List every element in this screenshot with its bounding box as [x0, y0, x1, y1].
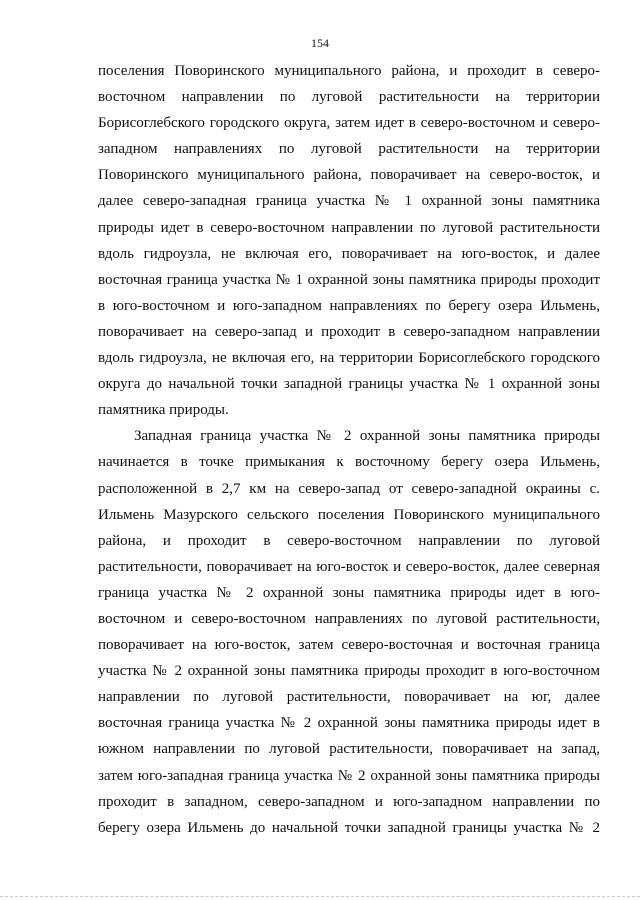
text-line: Ильмень Мазурского сельского поселения Поворинского муниципального	[98, 506, 600, 523]
text-line: Борисоглебского городского округа, затем идет в северо-восточном и северо-	[98, 115, 600, 132]
text-line: поворачивает на юго-восток, затем северо-восточная и восточная граница	[98, 637, 600, 654]
text-line: расположенной в 2,7 км на северо-запад от северо-западной окраины с.	[98, 480, 600, 497]
text-line: растительности, поворачивает на юго-восток и северо-восток, далее северная	[98, 558, 600, 575]
text-line: в юго-восточном и юго-западном направлениях по берегу озера Ильмень,	[98, 297, 600, 314]
text-line: берегу озера Ильмень до начальной точки западной границы участка № 2	[98, 819, 600, 836]
text-line: округа до начальной точки западной границы участка № 1 охранной зоны	[98, 376, 600, 393]
text-line: восточная граница участка № 1 охранной зоны памятника природы проходит	[98, 271, 600, 288]
text-line: вдоль гидроузла, не включая его, на территории Борисоглебского городского	[98, 350, 600, 367]
text-line: южном направлении по луговой растительности, поворачивает на запад,	[98, 741, 600, 758]
text-line: вдоль гидроузла, не включая его, поворачивает на юго-восток, и далее	[98, 245, 600, 262]
text-line: проходит в западном, северо-западном и юго-западном направлении по	[98, 793, 600, 810]
paragraph-first-line: Западная граница участка № 2 охранной зоны памятника природы	[134, 428, 600, 445]
bottom-divider	[0, 896, 640, 897]
text-line: поворачивает на северо-запад и проходит в северо-западном направлении	[98, 323, 600, 340]
text-line: участка № 2 охранной зоны памятника природы проходит в юго-восточном	[98, 663, 600, 680]
text-line: затем юго-западная граница участка № 2 охранной зоны памятника природы	[98, 767, 600, 784]
text-line: восточном направлении по луговой растительности на территории	[98, 89, 600, 106]
text-line: граница участка № 2 охранной зоны памятника природы идет в юго-	[98, 584, 600, 601]
text-line: западном направлениях по луговой растительности на территории	[98, 141, 600, 158]
text-line: восточная граница участка № 2 охранной зоны памятника природы идет в	[98, 715, 600, 732]
text-line: далее северо-западная граница участка № 1 охранной зоны памятника	[98, 193, 600, 210]
text-line: природы идет в северо-восточном направлении по луговой растительности	[98, 219, 600, 236]
text-line: начинается в точке примыкания к восточному берегу озера Ильмень,	[98, 454, 600, 471]
text-line: направлении по луговой растительности, поворачивает на юг, далее	[98, 689, 600, 706]
page-number: 154	[311, 36, 329, 50]
text-line: поселения Поворинского муниципального района, и проходит в северо-	[98, 63, 600, 79]
text-line: восточном и северо-восточном направлениях по луговой растительности,	[98, 610, 600, 627]
text-line: района, и проходит в северо-восточном направлении по луговой	[98, 532, 600, 549]
text-line: памятника природы.	[98, 402, 229, 419]
body-text	[98, 58, 600, 841]
text-line: Поворинского муниципального района, поворачивает на северо-восток, и	[98, 167, 600, 184]
